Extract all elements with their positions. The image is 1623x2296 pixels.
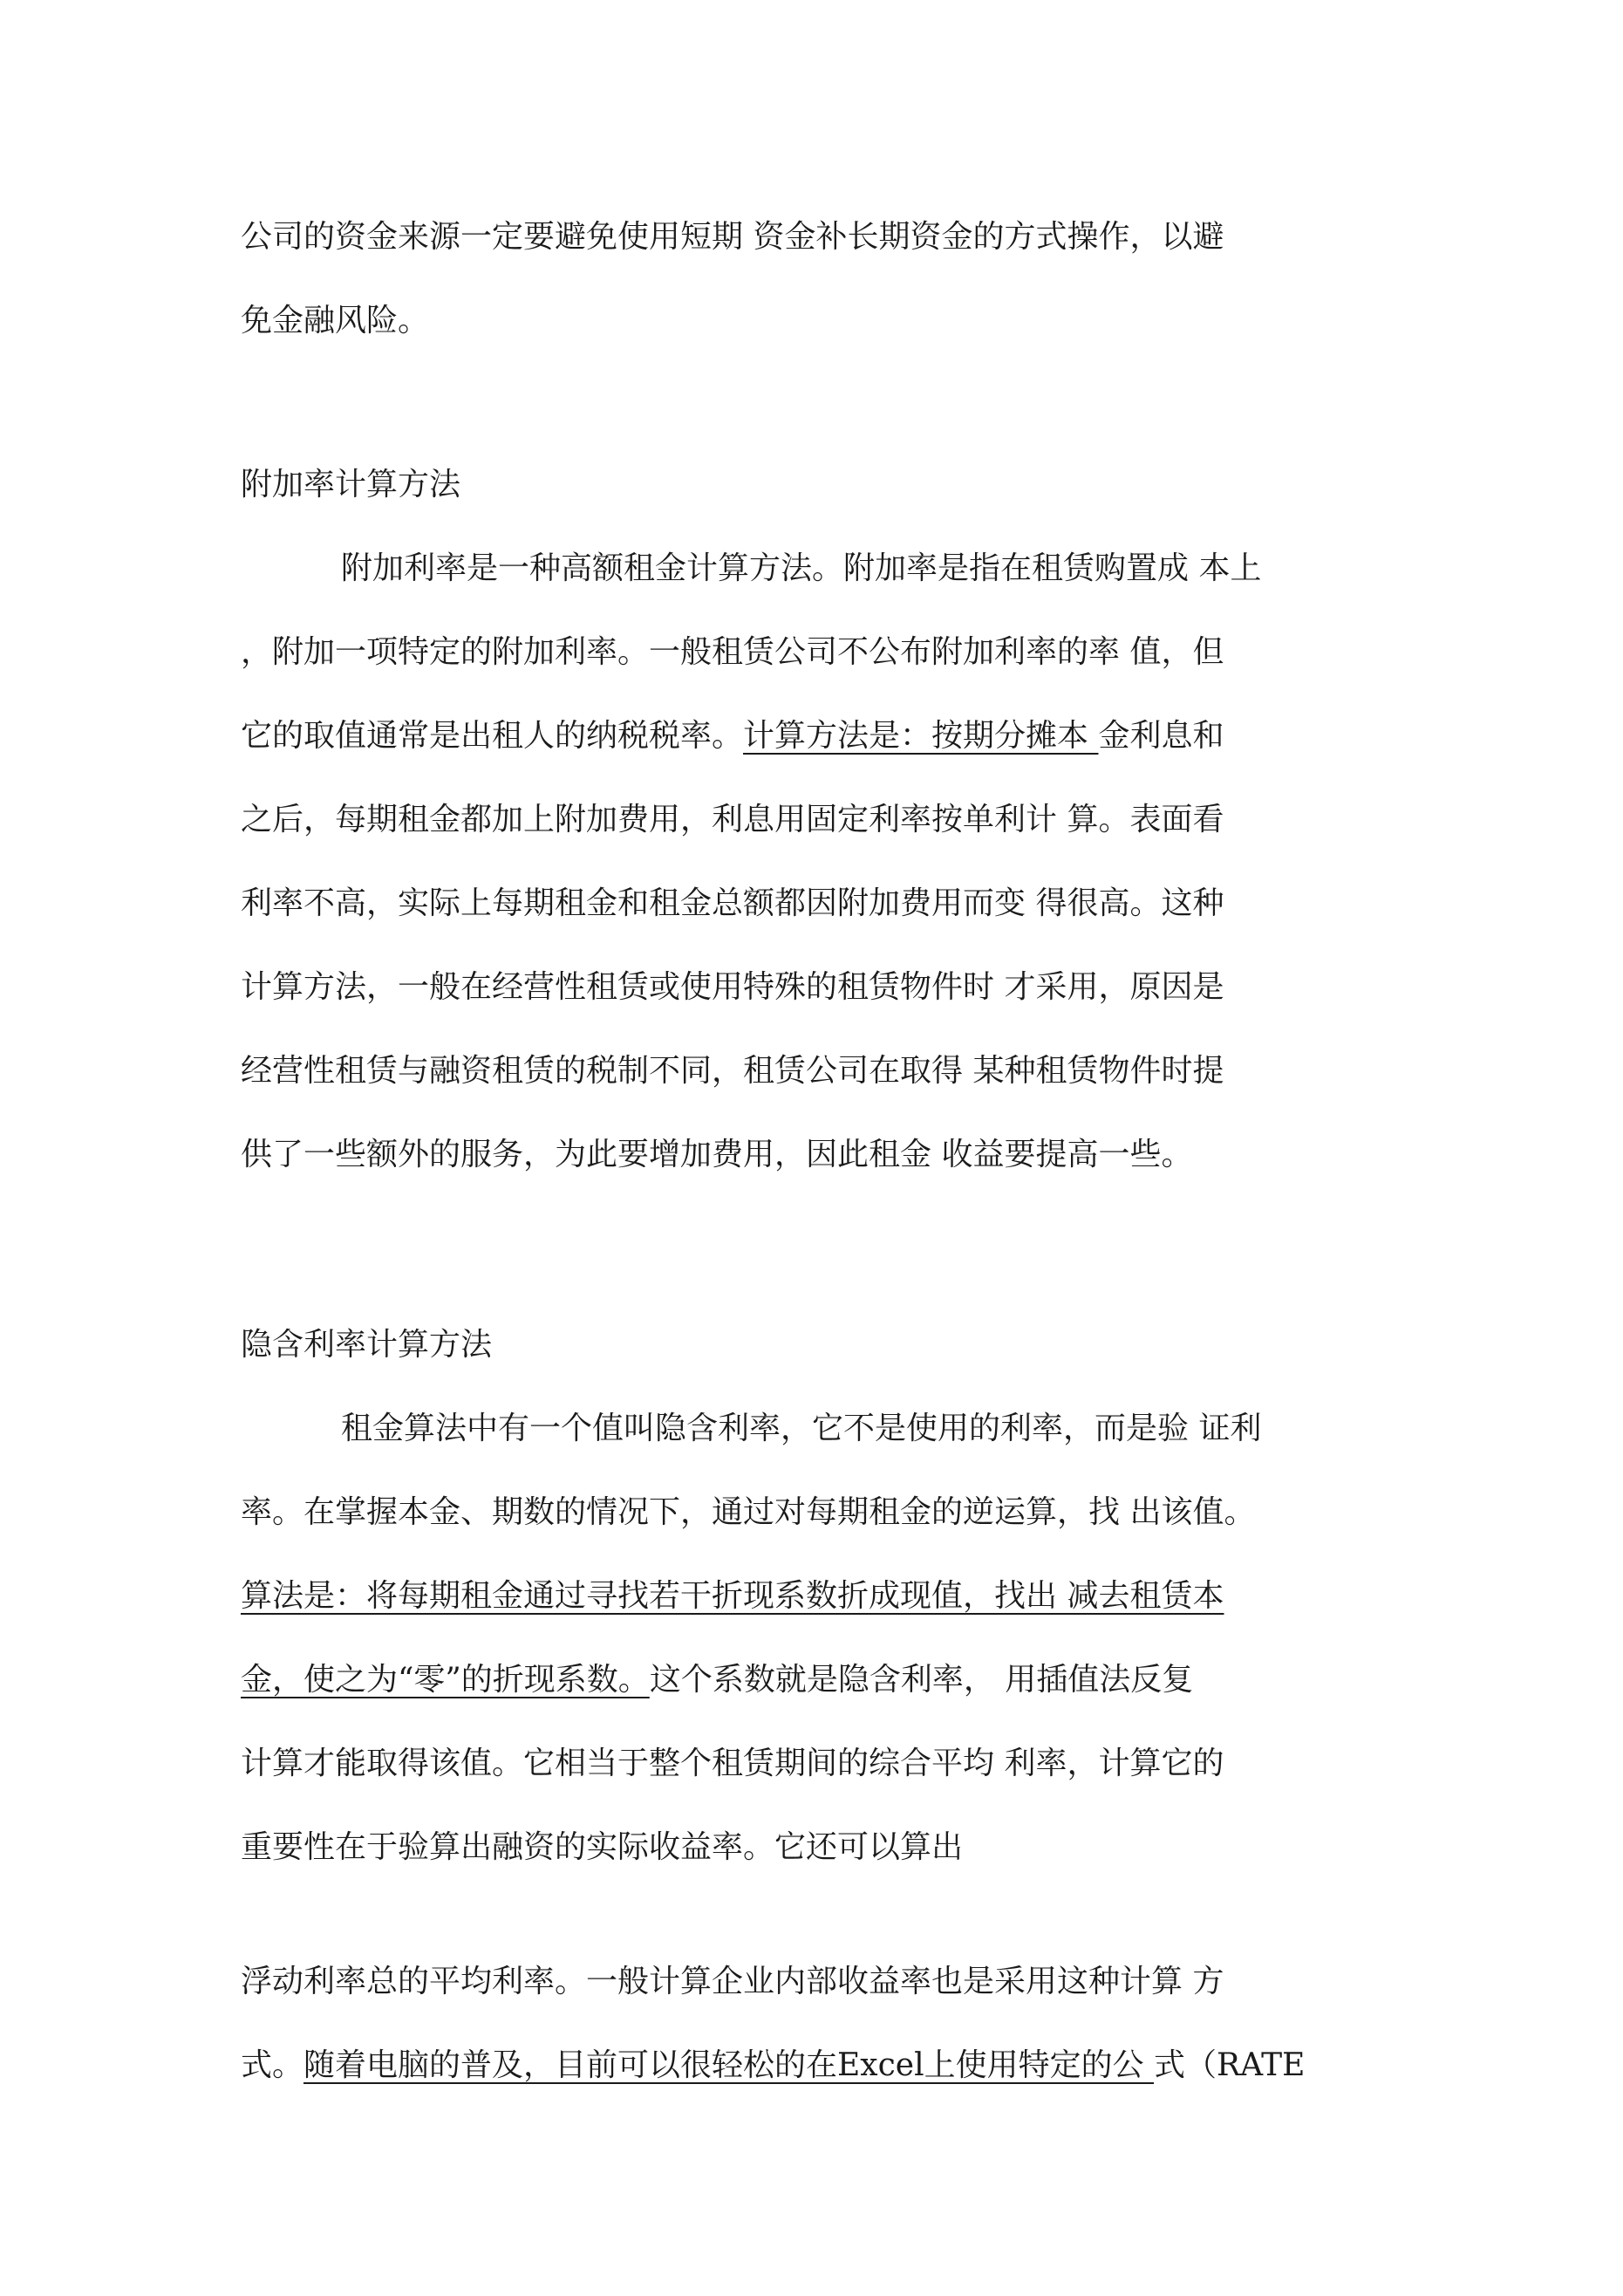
text-line: 率。在掌握本金、期数的情况下，通过对每期租金的逆运算，找 出该值。 [241, 1494, 1256, 1530]
underlined-text: 金，使之为“零”的折现系数。 [241, 1662, 650, 1698]
text-line: 附加利率是一种高额租金计算方法。附加率是指在租赁购置成 本上 [341, 550, 1262, 586]
text-segment: 这个系数就是隐含利率， 用插值法反复 [649, 1662, 1194, 1698]
text-segment: 金利息和 [1098, 718, 1224, 754]
text-line: 浮动利率总的平均利率。一般计算企业内部收益率也是采用这种计算 方 [241, 1964, 1224, 1999]
underlined-text: 算法是：将每期租金通过寻找若干折现系数折成现值，找出 减去租赁本 [241, 1578, 1224, 1614]
text-line: 供了一些额外的服务，为此要增加费用，因此租金 收益要提高一些。 [241, 1137, 1193, 1172]
paragraph-add-on-rate [241, 527, 1409, 1197]
underlined-text: 计算方法是：按期分摊本 [743, 718, 1099, 754]
text-line: ，附加一项特定的附加利率。一般租赁公司不公布附加利率的率 值，但 [241, 634, 1224, 670]
section-heading-implicit-rate [241, 1303, 1409, 1387]
text-line: 免金融风险。 [241, 303, 430, 338]
text-segment: 式。 [241, 2047, 304, 2083]
text-line [241, 2024, 1409, 2108]
text-line [241, 694, 1409, 778]
paragraph-implicit-rate [241, 1387, 1409, 1889]
text-line [241, 1555, 1409, 1638]
text-line: 计算才能取得该值。它相当于整个租赁期间的综合平均 利率，计算它的 [241, 1746, 1224, 1781]
text-line: 重要性在于验算出融资的实际收益率。它还可以算出 [241, 1829, 964, 1865]
text-line: 经营性租赁与融资租赁的税制不同，租赁公司在取得 某种租赁物件时提 [241, 1053, 1224, 1089]
section-heading-add-on-rate [241, 443, 1409, 527]
paragraph-funding-risk [241, 195, 1409, 363]
text-line [241, 1638, 1409, 1722]
section-heading: 隐含利率计算方法 [241, 1327, 493, 1363]
text-segment: 它的取值通常是出租人的纳税税率。 [241, 718, 744, 754]
text-segment: 式（RATE [1154, 2047, 1306, 2083]
text-line: 租金算法中有一个值叫隐含利率，它不是使用的利率，而是验 证利 [341, 1411, 1262, 1446]
underlined-text: 随着电脑的普及，目前可以很轻松的在Excel上使用特定的公 [303, 2047, 1155, 2083]
text-line: 利率不高，实际上每期租金和租金总额都因附加费用而变 得很高。这种 [241, 885, 1224, 921]
text-line: 之后，每期租金都加上附加费用，利息用固定利率按单利计 算。表面看 [241, 802, 1224, 837]
text-line: 公司的资金来源一定要避免使用短期 资金补长期资金的方式操作，以避 [241, 219, 1224, 255]
text-line: 计算方法，一般在经营性租赁或使用特殊的租赁物件时 才采用，原因是 [241, 969, 1224, 1005]
paragraph-floating-rate [241, 1940, 1409, 2108]
section-heading: 附加率计算方法 [241, 467, 461, 502]
